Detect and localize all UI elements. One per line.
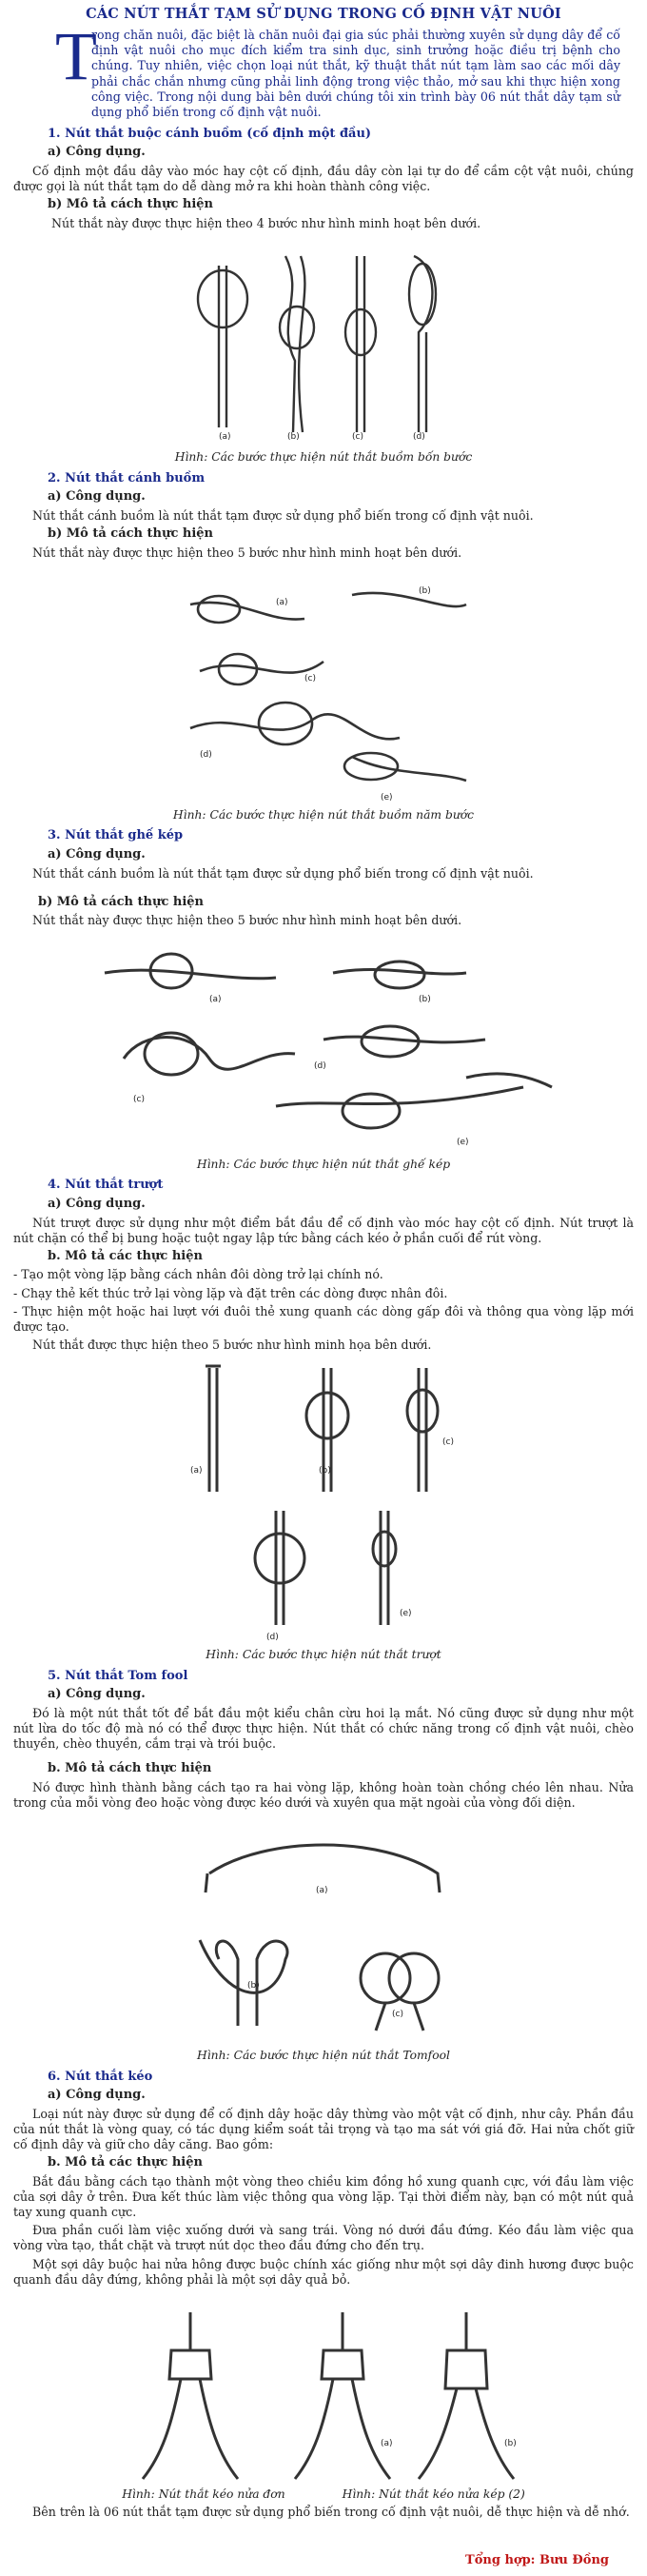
section-1-heading: 1. Nút thắt buộc cánh buồm (cố định một đầu) [48,126,372,141]
section-3-method-text: Nút thắt này được thực hiện theo 5 bước như hình minh hoạt bên dưới. [32,913,462,928]
section-4-method-heading: b. Mô tả các thực hiện [48,1248,203,1263]
section-4-step-3: - Thực hiện một hoặc hai lượt với đuôi thẻ xung quanh các dòng gấp đôi và thông qua vòng lặp mới được tạo. [13,1303,634,1334]
fig5-label-a: (a) [316,1886,328,1896]
fig1-label-a: (a) [219,431,231,442]
figure-6-caption-left: Hình: Nút thắt kéo nửa đơn [122,2487,285,2501]
bowline-5-steps-figure [162,566,485,804]
figure-3-caption: Hình: Các bước thực hiện nút thắt ghế kép [196,1157,451,1171]
section-3-usage-text: Nút thắt cánh buồm là nút thắt tạm được sử dụng phổ biến trong cố định vật nuôi. [32,865,534,881]
section-2-heading: 2. Nút thắt cánh buồm [48,470,206,485]
section-3-method-heading: b) Mô tả cách thực hiện [38,894,205,909]
fig2-label-b: (b) [419,585,431,596]
section-6-method-para-2: Đưa phần cuối làm việc xuống dưới và sang trái. Vòng nó dưới đầu đứng. Kéo đầu làm việc qua vòng vừa tạo, thắt chặt và trượt nút dọc theo đầu đứng cho đến trụ. [13,2223,634,2253]
section-6-method-para-1: Bắt đầu bằng cách tạo thành một vòng theo chiều kim đồng hồ xung quanh cực, với đầu làm việc của sợi dây ở trên. Đưa kết thúc làm việc thông qua vòng lặp. Tại thời điểm này, bạn có một nút quả tay xung quanh cực. [13,2174,634,2220]
section-2-usage-text: Nút thắt cánh buồm là nút thắt tạm được sử dụng phổ biến trong cố định vật nuôi. [32,507,534,523]
section-1-usage-heading: a) Công dụng. [48,145,146,160]
slip-knot-figure [162,1358,485,1644]
bowline-4-steps-figure [181,237,466,446]
fig4-label-d: (d) [266,1632,279,1642]
section-6-method-para-3: Một sợi dây buộc hai nửa hông được buộc chính xác giống như một sợi dây đinh hương được buộc quanh đầu dây đứng, không phải là một sợi dây quả bỏ. [13,2256,634,2287]
fig5-label-b: (b) [247,1981,260,1991]
tomfool-knot-figure [190,1816,457,2045]
figure-4-caption: Hình: Các bước thực hiện nút thắt trượt [206,1647,441,1661]
fig6-label-a: (a) [381,2438,393,2448]
figure-1-caption: Hình: Các bước thực hiện nút thắt buồm bốn bước [174,449,473,464]
intro-paragraph [13,17,634,121]
fig3-label-c: (c) [133,1094,145,1104]
pull-knot-figure [105,2293,542,2484]
section-2-method-text: Nút thắt này được thực hiện theo 5 bước như hình minh hoạt bên dưới. [32,545,462,560]
section-2-usage-heading: a) Công dụng. [48,489,146,505]
section-3-heading: 3. Nút thắt ghế kép [48,828,184,843]
fig1-label-b: (b) [287,431,300,442]
fig4-label-c: (c) [442,1437,454,1447]
figure-6-captions [13,2487,634,2503]
page-title: CÁC NÚT THẮT TẠM SỬ DỤNG TRONG CỐ ĐỊNH VẬT NUÔI [86,6,561,22]
dropcap-letter: T [55,17,97,94]
fig3-label-b: (b) [419,994,431,1004]
fig4-label-e: (e) [400,1608,412,1618]
fig1-label-d: (d) [413,431,425,442]
fig2-label-c: (c) [304,673,316,684]
section-4-method-text: Nút thắt được thực hiện theo 5 bước như hình minh họa bên dưới. [32,1337,432,1352]
intro-text: rong chăn nuôi, đặc biệt là chăn nuôi đại gia súc phải thường xuyên sử dụng dây để cố định vật nuôi cho mục đích kiểm tra sinh dục, sinh trưởng hoặc điều trị bệnh cho chúng. Tuy nhiên, việc chọn loại nút thắt, kỹ thuật thắt nút tạm làm sao các mối dây phải chắc chắn nhưng cũng phải linh động trong việc thảo, mở sau khi thực hiện xong công việc. Trong nội dung bài bên dưới chúng tôi xin trình bày 06 nút thắt dây tạm sử dụng phổ biến trong cố định vật nuôi. [91,27,620,120]
section-2-method-heading: b) Mô tả cách thực hiện [48,526,214,541]
author-credit: Tổng hợp: Bưu Đồng [465,2553,609,2567]
fig3-label-a: (a) [209,994,222,1004]
double-chair-knot-figure [86,935,561,1154]
section-1-usage-text: Cố định một đầu dây vào móc hay cột cố định, đầu dây còn lại tự do để cầm cột vật nuôi, chúng được gọi là nút thắt tạm do dễ dàng mở ra khi hoàn thành công việc. [13,163,634,194]
section-5-usage-heading: a) Công dụng. [48,1687,146,1702]
figure-6-caption-right: Hình: Nút thắt kéo nửa kép (2) [342,2487,525,2501]
section-1-method-heading: b) Mô tả cách thực hiện [48,197,214,212]
figure-5-caption: Hình: Các bước thực hiện nút thắt Tomfool [197,2049,450,2063]
section-6-method-heading: b. Mô tả các thực hiện [48,2155,203,2170]
fig2-label-d: (d) [200,749,212,760]
fig4-label-a: (a) [190,1465,203,1476]
section-5-method-text: Nó được hình thành bằng cách tạo ra hai vòng lặp, không hoàn toàn chồng chéo lên nhau. Nửa trong của mỗi vòng đeo hoặc vòng được kéo dưới và xuyên qua mặt ngoài của vòng đối diện. [13,1779,634,1810]
fig4-label-b: (b) [319,1465,331,1476]
section-4-usage-heading: a) Công dụng. [48,1196,146,1211]
fig5-label-c: (c) [392,2010,403,2020]
fig6-label-b: (b) [504,2438,517,2448]
section-5-usage-text: Đó là một nút thắt tốt để bắt đầu một kiểu chân cừu hoi lạ mắt. Nó cũng được sử dụng như một nút lừa do tốc độ mà nó có thể được thực hiện. Nút thắt có chức năng trong cố định vật nuôi, chèo thuyền, chèo thuyền, cắm trại và trói buộc. [13,1705,634,1752]
section-6-usage-heading: a) Công dụng. [48,2088,146,2103]
fig2-label-a: (a) [276,597,288,607]
section-4-step-1: - Tạo một vòng lặp bằng cách nhân đôi dòng trở lại chính nó. [13,1267,383,1282]
section-5-method-heading: b. Mô tả cách thực hiện [48,1761,212,1776]
section-3-usage-heading: a) Công dụng. [48,847,146,862]
section-4-usage-text: Nút trượt được sử dụng như một điểm bắt đầu để cố định vào móc hay cột cố định. Nút trượt là nút chặn có thể bị bung hoặc tuột ngay lập tức bằng cách kéo ở phần cuối để rút vòng. [13,1215,634,1245]
section-1-method-text: Nút thắt này được thực hiện theo 4 bước như hình minh hoạt bên dưới. [51,215,481,230]
section-5-heading: 5. Nút thắt Tom fool [48,1668,188,1683]
fig3-label-e: (e) [457,1137,469,1147]
fig1-label-c: (c) [352,431,363,442]
figure-2-caption: Hình: Các bước thực hiện nút thắt buồm năm bước [172,807,475,822]
section-6-usage-text: Loại nút này được sử dụng để cố định dây hoặc dây thừng vào một vật cố định, như cây. Phần đầu của nút thắt là vòng quay, có tác dụng kiểm soát tải trọng và tạo ma sát với giá đỡ. Hai nửa chốt giữ cố định dây và giữ cho dây căng. Bao gồm: [13,2107,634,2152]
section-6-heading: 6. Nút thắt kéo [48,2069,153,2084]
section-4-heading: 4. Nút thắt trượt [48,1178,164,1193]
fig3-label-d: (d) [314,1060,326,1071]
section-4-step-2: - Chạy thẻ kết thúc trở lại vòng lặp và đặt trên các dòng được nhân đôi. [13,1285,448,1300]
closing-text: Bên trên là 06 nút thắt tạm được sử dụng phổ biến trong cố định vật nuôi, dễ thực hiện và dễ nhớ. [32,2504,630,2519]
fig2-label-e: (e) [381,792,393,803]
